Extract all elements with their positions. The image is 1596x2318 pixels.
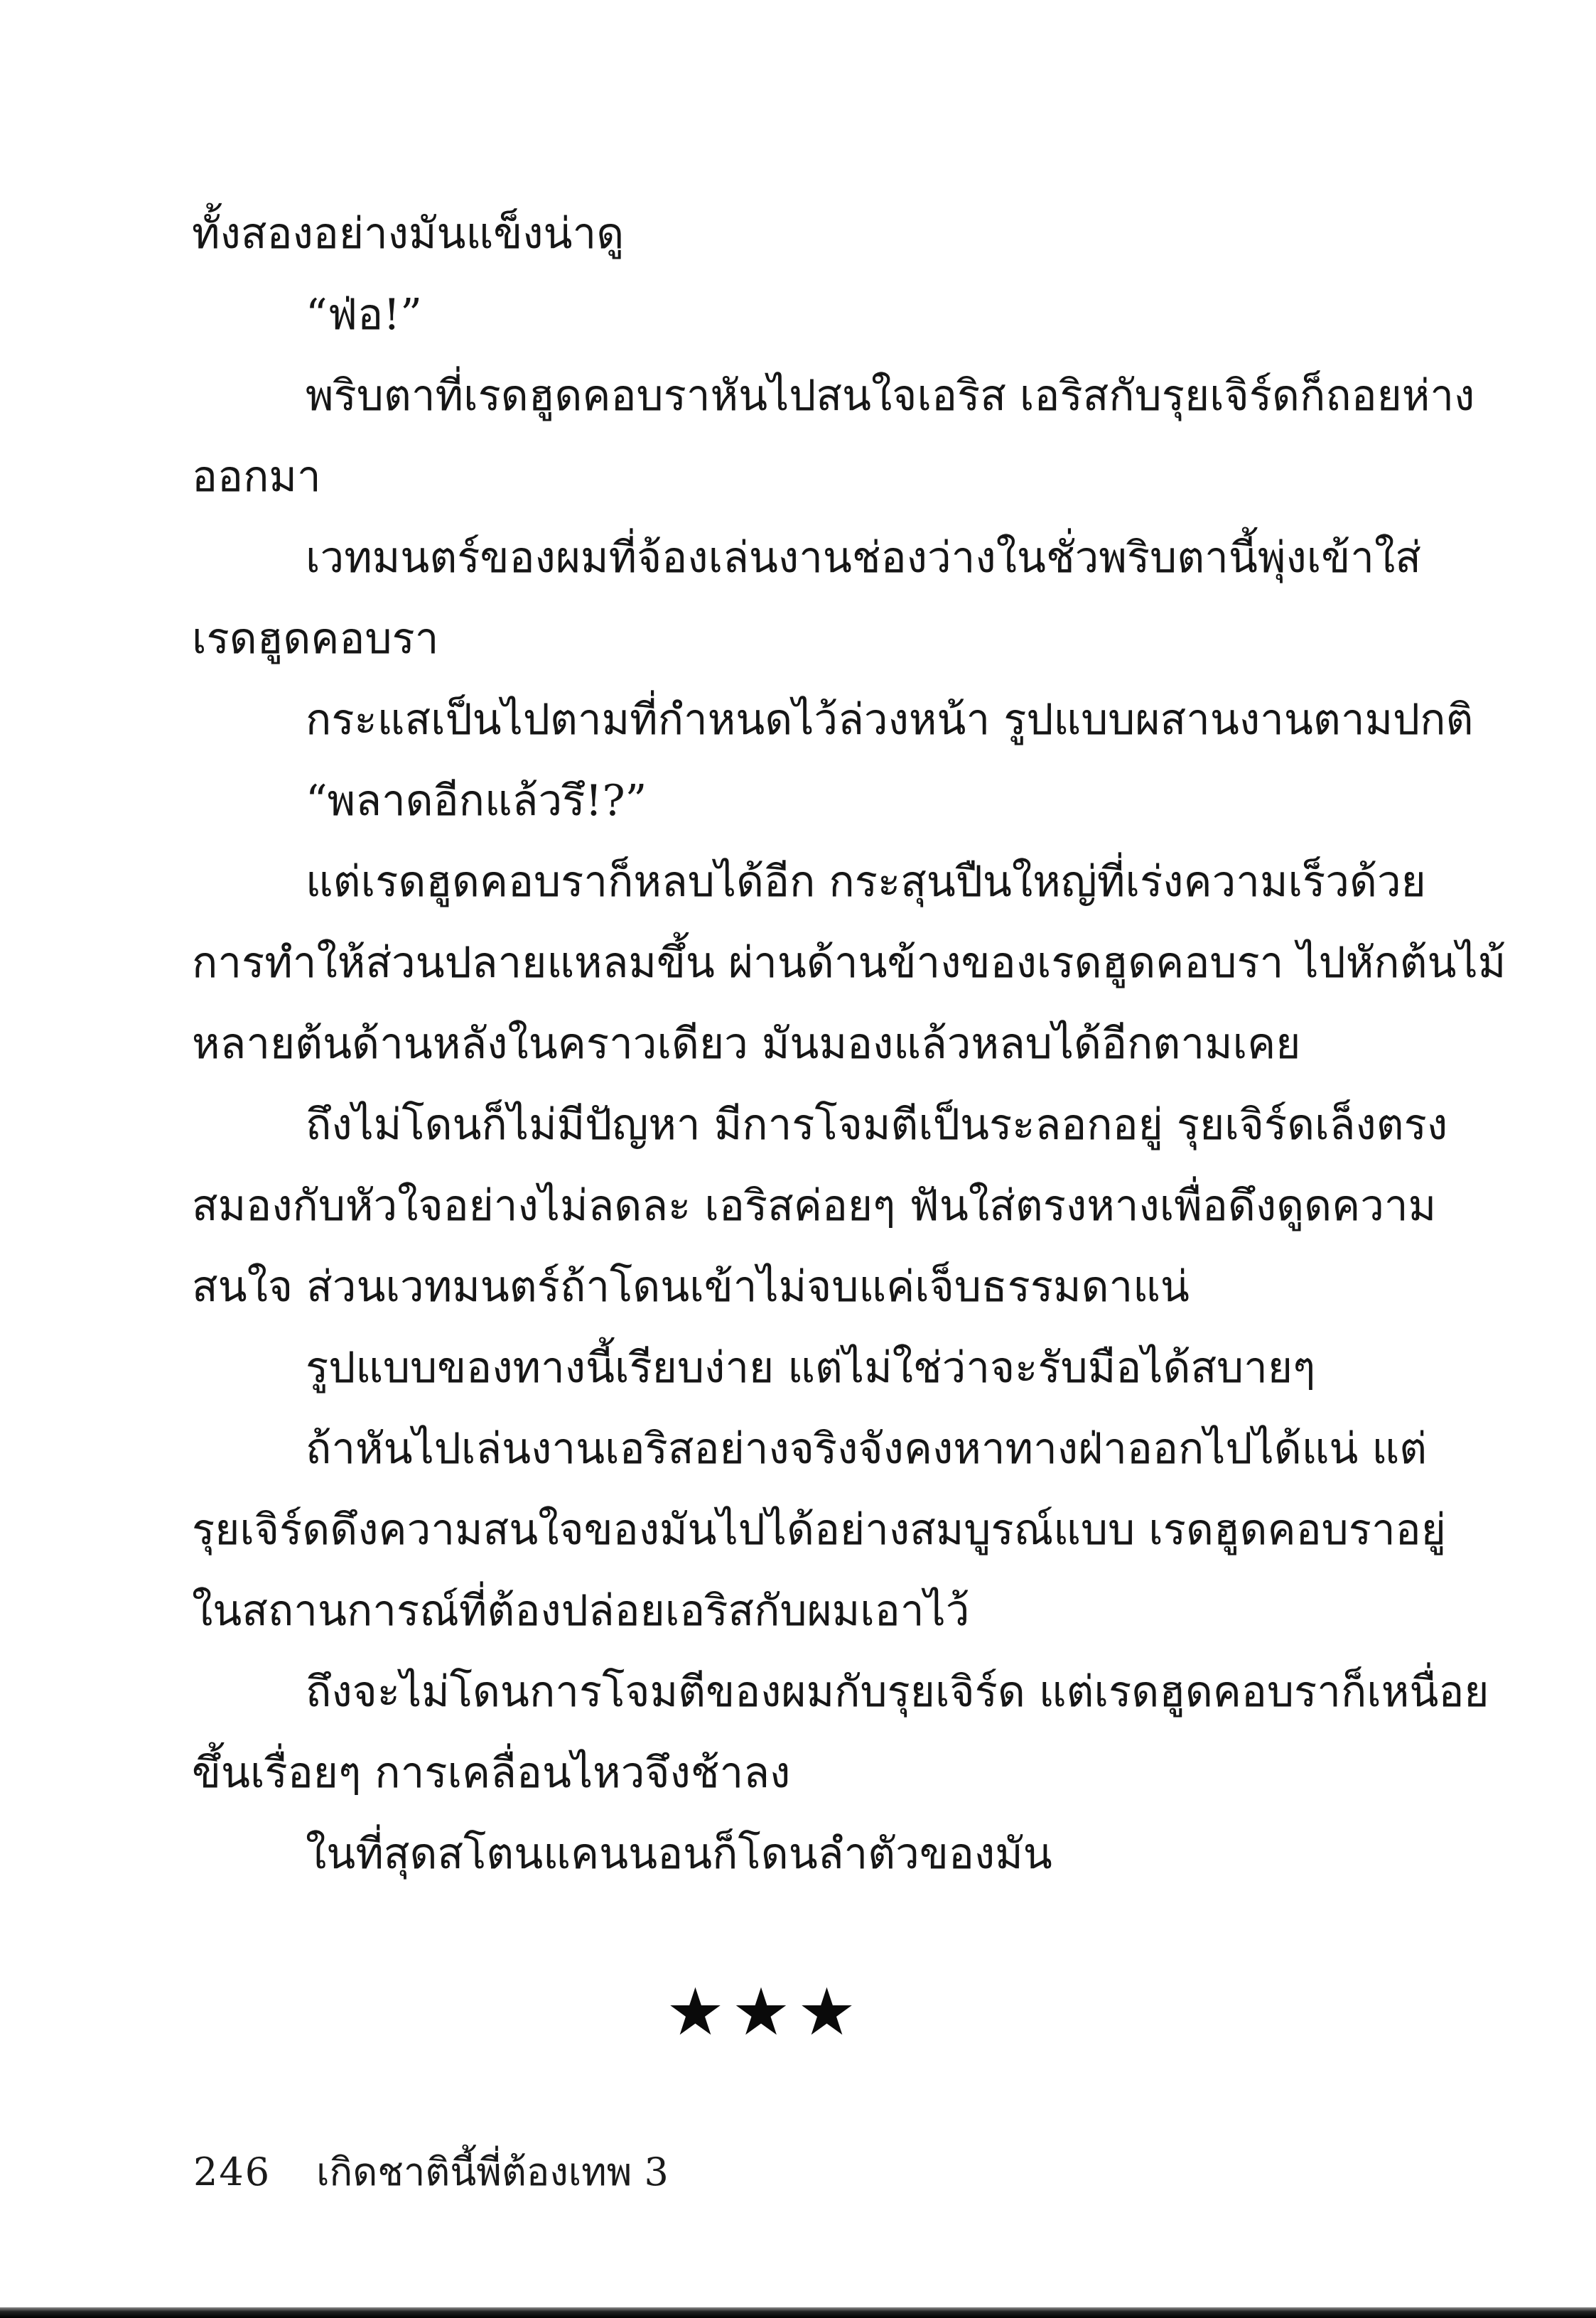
page-number: 246 (193, 2150, 271, 2194)
text-line: “พลาดอีกแล้วรึ!?” (306, 776, 647, 826)
text-line: เวทมนตร์ของผมที่จ้องเล่นงานช่องว่างในชั่วพริบตานี้พุ่งเข้าใส่ (306, 533, 1421, 583)
text-line: สนใจ ส่วนเวทมนตร์ถ้าโดนเข้าไม่จบแค่เจ็บธรรมดาแน่ (192, 1262, 1190, 1312)
text-line: ในที่สุดสโตนแคนนอนก็โดนลำตัวของมัน (306, 1829, 1052, 1879)
star-icon: ★ (731, 1974, 798, 2050)
text-line: ถึงไม่โดนก็ไม่มีปัญหา มีการโจมตีเป็นระลอกอยู่ รุยเจิร์ดเล็งตรง (306, 1100, 1448, 1150)
text-line: ถ้าหันไปเล่นงานเอริสอย่างจริงจังคงหาทางฝ่าออกไปได้แน่ แต่ (306, 1424, 1428, 1474)
text-line: ทั้งสองอย่างมันแข็งน่าดู (192, 209, 625, 259)
text-line: ออกมา (192, 452, 321, 502)
star-icon: ★ (797, 1974, 863, 2050)
text-line: “ฟ่อ!” (306, 290, 422, 340)
page-footer (193, 2147, 669, 2197)
text-line: พริบตาที่เรดฮูดคอบราหันไปสนใจเอริส เอริสกับรุยเจิร์ดก็ถอยห่าง (306, 371, 1475, 421)
text-line: กระแสเป็นไปตามที่กำหนดไว้ล่วงหน้า รูปแบบผสานงานตามปกติ (306, 695, 1474, 745)
text-line: ในสถานการณ์ที่ต้องปล่อยเอริสกับผมเอาไว้ (192, 1586, 970, 1636)
scan-edge-bar (0, 2307, 1596, 2318)
text-line: ถึงจะไม่โดนการโจมตีของผมกับรุยเจิร์ด แต่เรดฮูดคอบราก็เหนื่อย (306, 1667, 1489, 1717)
text-line: รูปแบบของทางนี้เรียบง่าย แต่ไม่ใช่ว่าจะรับมือได้สบายๆ (306, 1343, 1316, 1393)
section-separator (192, 1963, 1337, 2062)
text-line: สมองกับหัวใจอย่างไม่ลดละ เอริสค่อยๆ ฟันใส่ตรงหางเพื่อดึงดูดความ (192, 1181, 1437, 1231)
text-line: แต่เรดฮูดคอบราก็หลบได้อีก กระสุนปืนใหญ่ที่เร่งความเร็วด้วย (306, 857, 1426, 907)
star-icon: ★ (666, 1974, 732, 2050)
text-line: การทำให้ส่วนปลายแหลมขึ้น ผ่านด้านข้างของเรดฮูดคอบรา ไปหักต้นไม้ (192, 938, 1506, 988)
text-line: ขึ้นเรื่อยๆ การเคลื่อนไหวจึงช้าลง (192, 1748, 791, 1798)
text-line: เรดฮูดคอบรา (192, 614, 439, 664)
text-line: รุยเจิร์ดดึงความสนใจของมันไปได้อย่างสมบูรณ์แบบ เรดฮูดคอบราอยู่ (192, 1505, 1446, 1555)
book-title: เกิดชาตินี้พี่ต้องเทพ 3 (316, 2150, 669, 2194)
text-line: หลายต้นด้านหลังในคราวเดียว มันมองแล้วหลบได้อีกตามเคย (192, 1019, 1301, 1069)
body-text (192, 193, 1506, 1894)
